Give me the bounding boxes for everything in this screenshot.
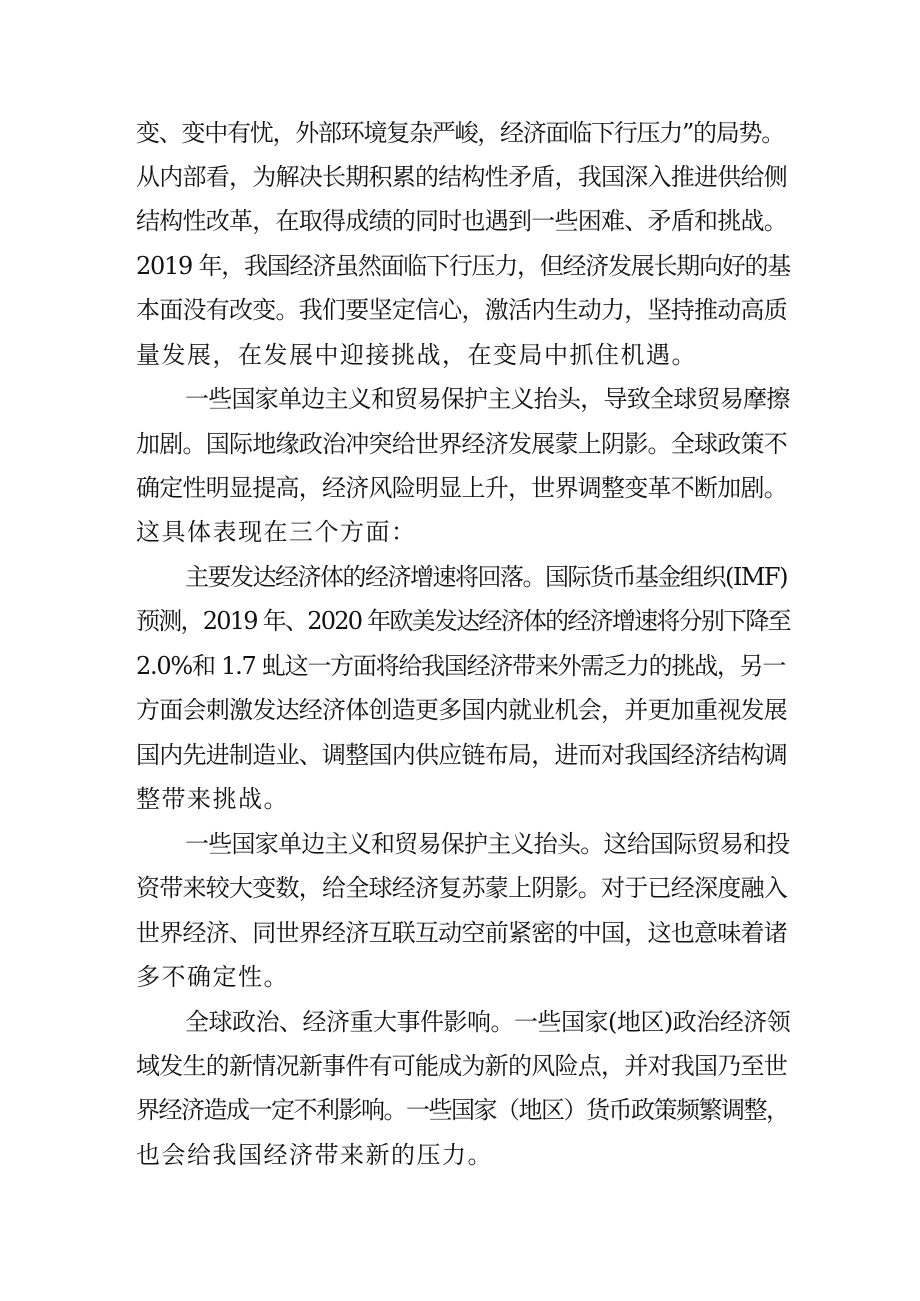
text-line: 资带来较大变数，给全球经济复苏蒙上阴影。对于已经深度融入: [136, 874, 787, 902]
text-line: 加剧。国际地缘政治冲突给世界经济发展蒙上阴影。全球政策不: [136, 430, 787, 458]
text-line: 世界经济、同世界经济互联互动空前紧密的中国，这也意味着诸: [136, 919, 787, 947]
text-line: 确定性明显提高，经济风险明显上升，世界调整变革不断加剧。: [136, 474, 787, 502]
text-line: 2.0%和 1.7 虬这一方面将给我国经济带来外需乏力的挑战，另一: [136, 652, 786, 680]
text-line: 主要发达经济体的经济增速将回落。国际货币基金组织(IMF): [185, 563, 787, 591]
text-line: 结构性改革，在取得成绩的同时也遇到一些困难、矛盾和挑战。: [136, 207, 787, 235]
text-line: 界经济造成一定不利影响。一些国家（地区）货币政策频繁调整，: [136, 1096, 789, 1124]
text-line: 全球政治、经济重大事件影响。一些国家(地区)政治经济领: [185, 1008, 791, 1036]
text-line: 方面会刺激发达经济体创造更多国内就业机会，并更加重视发展: [136, 696, 787, 724]
text-line: 一些国家单边主义和贸易保护主义抬头，导致全球贸易摩擦: [185, 385, 790, 413]
text-line: 变、变中有忧，外部环境复杂严峻，经济面临下行压力”的局势。: [136, 119, 785, 147]
text-line: 2019 年，我国经济虽然面临下行压力，但经济发展长期向好的基: [136, 252, 790, 280]
text-line: 量发展，在发展中迎接挑战，在变局中抓住机遇。: [136, 341, 697, 369]
text-line: 本面没有改变。我们要坚定信心，激活内生动力，坚持推动高质: [136, 296, 787, 324]
text-line: 一些国家单边主义和贸易保护主义抬头。这给国际贸易和投: [185, 830, 790, 858]
text-line: 多不确定性。: [136, 963, 289, 991]
text-line: 域发生的新情况新事件有可能成为新的风险点，并对我国乃至世: [136, 1052, 787, 1080]
text-line: 这具体表现在三个方面：: [136, 518, 417, 546]
text-line: 从内部看，为解决长期积累的结构性矛盾，我国深入推进供给侧: [136, 163, 787, 191]
text-line: 也会给我国经济带来新的压力。: [136, 1141, 493, 1169]
text-line: 预测，2019 年、2020 年欧美发达经济体的经济增速将分别下降至: [136, 607, 790, 635]
text-line: 国内先进制造业、调整国内供应链布局，进而对我国经济结构调: [136, 741, 787, 769]
text-line: 整带来挑战。: [136, 785, 289, 813]
